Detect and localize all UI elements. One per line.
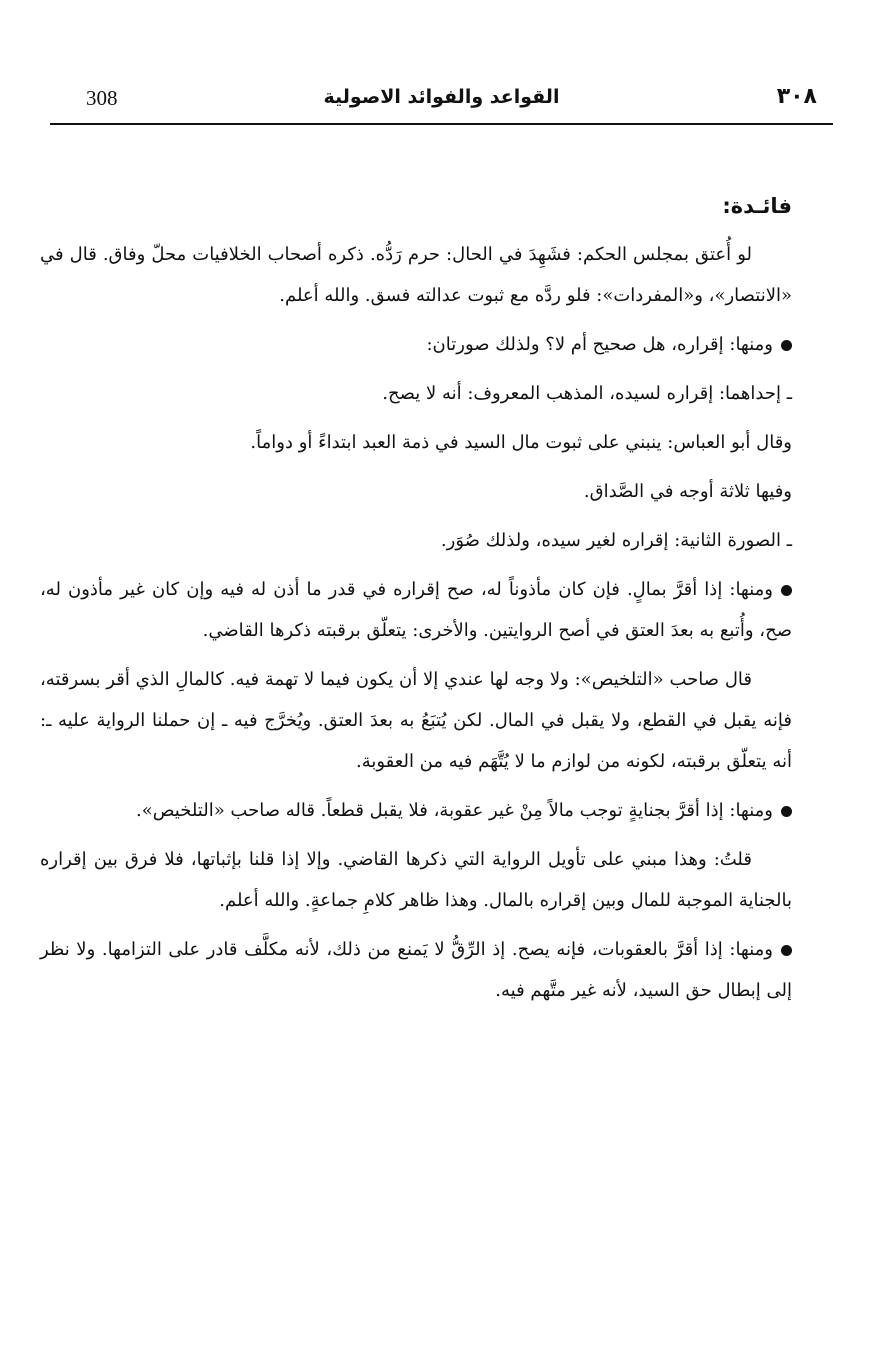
- paragraph: لو أُعتق بمجلس الحكم: فشَهِدَ في الحال: حرم رَدُّه. ذكره أصحاب الخلافيات محلّ وفاق. قال في «الانتصار»، و«المفردات»: فلو ردَّه مع ثبوت عدالته فسق. والله أعلم.: [40, 244, 792, 306]
- paragraph: وفيها ثلاثة أوجه في الصَّداق.: [583, 481, 792, 502]
- paragraph: وقال أبو العباس: ينبني على ثبوت مال السيد في ذمة العبد ابتداءً أو دواماً.: [250, 432, 792, 453]
- bullet-icon: [781, 945, 792, 956]
- running-title: القواعد والفوائد الاصولية: [323, 86, 560, 108]
- page-number-arabic: ٣٠٨: [776, 84, 817, 109]
- bullet-paragraph: ومنها: إذا أقرَّ بالعقوبات، فإنه يصح. إذ الرِّقُّ لا يَمنع من ذلك، لأنه مكلَّف قادر على التزامها. ولا نظر إلى إبطال حق السيد، لأنه غير متَّهم فيه.: [40, 939, 792, 1001]
- page-number-latin: 308: [86, 86, 118, 110]
- bullet-paragraph: ومنها: إذا أقرَّ بمالٍ. فإن كان مأذوناً له، صح إقراره في قدر ما أذن له فيه وإن كان غير مأذون له، صح، وأُتبع به بعدَ العتق في أصح الروايتين. والأخرى: يتعلّق برقبته ذكرها القاضي.: [40, 579, 792, 641]
- bullet-paragraph: ومنها: إذا أقرَّ بجنايةٍ توجب مالاً مِنْ غير عقوبة، فلا يقبل قطعاً. قاله صاحب «التلخيص».: [40, 790, 792, 831]
- bullet-icon: [781, 340, 792, 351]
- paragraph: قال صاحب «التلخيص»: ولا وجه لها عندي إلا أن يكون فيما لا تهمة فيه. كالمالِ الذي أقر بسرقته، فإنه يقبل في القطع، ولا يقبل في المال. لكن يُتبَعُ به بعدَ العتق. ويُخرَّج فيه ـ إن حملنا الرواية عليه ـ: أنه يتعلّق برقبته، لكونه من لوازم ما لا يُتَّهَم فيه من العقوبة.: [40, 669, 792, 772]
- bullet-paragraph: ومنها: إقراره، هل صحيح أم لا؟ ولذلك صورتان:: [40, 324, 792, 365]
- paragraph: قلتُ: وهذا مبني على تأويل الرواية التي ذكرها القاضي. وإلا إذا قلنا بإثباتها، فلا فرق بين إقراره بالجناية الموجبة للمال وبين إقراره بالمال. وهذا ظاهر كلامِ جماعةٍ. والله أعلم.: [40, 849, 792, 911]
- paragraph: ـ الصورة الثانية: إقراره لغير سيده، ولذلك صُوَر.: [440, 530, 792, 551]
- bullet-icon: [781, 806, 792, 817]
- section-title: فائـدة:: [722, 194, 792, 218]
- page-header: [50, 82, 833, 122]
- header-rule: [50, 123, 833, 125]
- page-body: [40, 186, 792, 1019]
- bullet-icon: [781, 585, 792, 596]
- paragraph: ـ إحداهما: إقراره لسيده، المذهب المعروف: أنه لا يصح.: [382, 383, 792, 404]
